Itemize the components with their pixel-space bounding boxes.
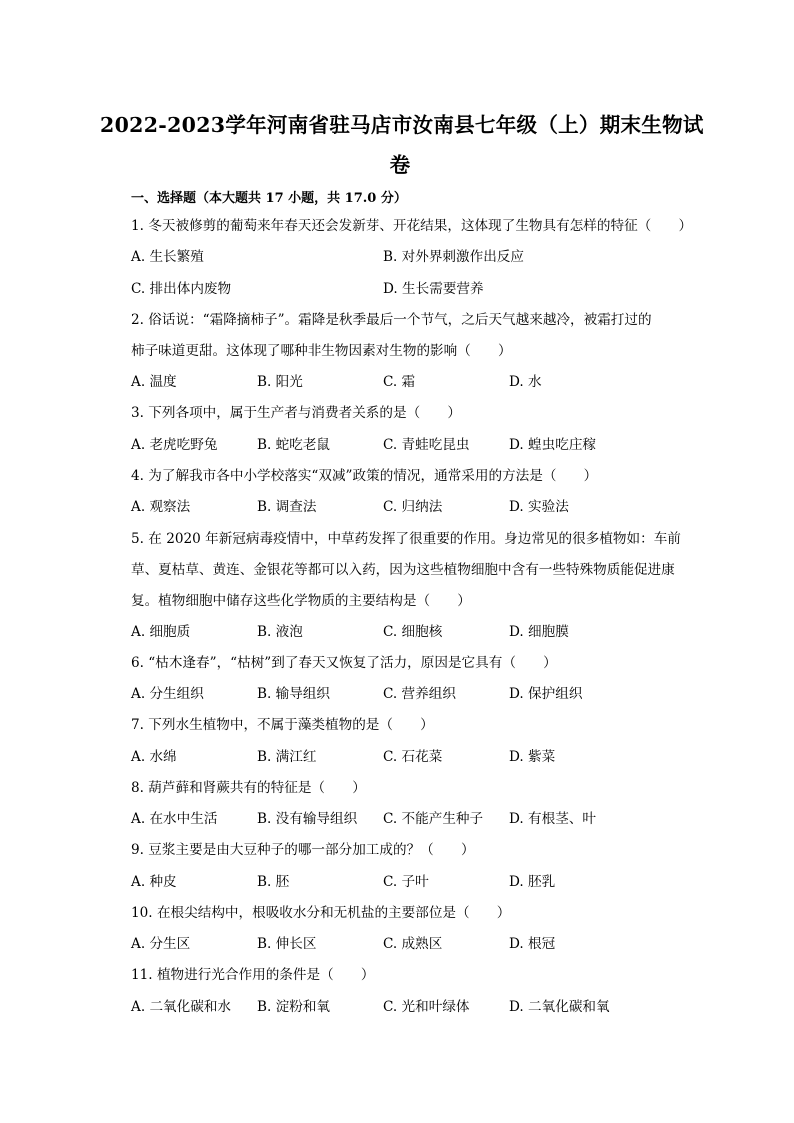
question-11-stem: 11. 植物进行光合作用的条件是（ ） bbox=[131, 967, 375, 983]
question-7-option-a: A. 水绵 bbox=[131, 749, 177, 765]
question-5-option-d: D. 细胞膜 bbox=[509, 624, 569, 640]
question-5-option-a: A. 细胞质 bbox=[131, 624, 191, 640]
question-7-option-d: D. 紫菜 bbox=[509, 749, 556, 765]
question-5-stem-line-1: 5. 在 2020 年新冠病毒疫情中，中草药发挥了很重要的作用。身边常见的很多植物如：车前 bbox=[131, 531, 681, 547]
question-2-option-d: D. 水 bbox=[509, 374, 542, 390]
question-1-option-b: B. 对外界刺激作出反应 bbox=[383, 249, 524, 265]
question-6-stem: 6. “枯木逢春”，“枯树”到了春天又恢复了活力，原因是它具有（ ） bbox=[131, 655, 557, 671]
question-9-option-b: B. 胚 bbox=[257, 874, 290, 890]
question-2-option-c: C. 霜 bbox=[383, 374, 416, 390]
question-5-stem-line-3: 复。植物细胞中储存这些化学物质的主要结构是（ ） bbox=[131, 593, 471, 609]
exam-title-line-2: 卷 bbox=[389, 153, 411, 177]
section-heading: 一、选择题（本大题共 17 小题，共 17.0 分） bbox=[131, 191, 407, 206]
question-6-option-a: A. 分生组织 bbox=[131, 686, 204, 702]
question-9-option-a: A. 种皮 bbox=[131, 874, 177, 890]
question-3-option-b: B. 蛇吃老鼠 bbox=[257, 437, 331, 453]
question-8-option-b: B. 没有输导组织 bbox=[257, 811, 358, 827]
question-2-stem-line-1: 2. 俗话说：“霜降摘柿子”。霜降是秋季最后一个节气，之后天气越来越冷，被霜打过的 bbox=[131, 312, 652, 328]
question-8-option-a: A. 在水中生活 bbox=[131, 811, 218, 827]
question-8-option-d: D. 有根茎、叶 bbox=[509, 811, 597, 827]
question-2-option-a: A. 温度 bbox=[131, 374, 177, 390]
question-6-option-c: C. 营养组织 bbox=[383, 686, 456, 702]
question-1-option-a: A. 生长繁殖 bbox=[131, 249, 204, 265]
question-5-stem-line-2: 草、夏枯草、黄连、金银花等都可以入药，因为这些植物细胞中含有一些特殊物质能促进康 bbox=[131, 562, 675, 578]
question-4-option-c: C. 归纳法 bbox=[383, 499, 443, 515]
question-2-stem-line-2: 柿子味道更甜。这体现了哪种非生物因素对生物的影响（ ） bbox=[131, 343, 512, 359]
question-3-option-a: A. 老虎吃野兔 bbox=[131, 437, 218, 453]
question-10-stem: 10. 在根尖结构中，根吸收水分和无机盐的主要部位是（ ） bbox=[131, 905, 511, 921]
question-7-option-b: B. 满江红 bbox=[257, 749, 317, 765]
question-11-option-b: B. 淀粉和氧 bbox=[257, 999, 331, 1015]
question-5-option-b: B. 液泡 bbox=[257, 624, 303, 640]
question-9-option-d: D. 胚乳 bbox=[509, 874, 556, 890]
question-11-option-a: A. 二氧化碳和水 bbox=[131, 999, 232, 1015]
question-10-option-a: A. 分生区 bbox=[131, 936, 191, 952]
question-8-option-c: C. 不能产生种子 bbox=[383, 811, 484, 827]
question-3-option-c: C. 青蛙吃昆虫 bbox=[383, 437, 470, 453]
question-11-option-d: D. 二氧化碳和氧 bbox=[509, 999, 610, 1015]
question-5-option-c: C. 细胞核 bbox=[383, 624, 443, 640]
question-9-option-c: C. 子叶 bbox=[383, 874, 429, 890]
question-4-option-a: A. 观察法 bbox=[131, 499, 191, 515]
question-6-option-b: B. 输导组织 bbox=[257, 686, 331, 702]
question-10-option-d: D. 根冠 bbox=[509, 936, 556, 952]
question-4-option-b: B. 调查法 bbox=[257, 499, 317, 515]
question-8-stem: 8. 葫芦藓和肾蕨共有的特征是（ ） bbox=[131, 780, 366, 796]
question-4-stem: 4. 为了解我市各中小学校落实“双减”政策的情况，通常采用的方法是（ ） bbox=[131, 468, 598, 484]
question-2-option-b: B. 阳光 bbox=[257, 374, 303, 390]
exam-title-line-1: 2022-2023学年河南省驻马店市汝南县七年级（上）期末生物试 bbox=[100, 113, 704, 137]
question-10-option-b: B. 伸长区 bbox=[257, 936, 317, 952]
question-7-option-c: C. 石花菜 bbox=[383, 749, 443, 765]
question-1-stem: 1. 冬天被修剪的葡萄来年春天还会发新芽、开花结果，这体现了生物具有怎样的特征（ ） bbox=[131, 218, 693, 234]
question-9-stem: 9. 豆浆主要是由大豆种子的哪一部分加工成的？（ ） bbox=[131, 842, 475, 858]
question-1-option-d: D. 生长需要营养 bbox=[383, 281, 484, 297]
question-7-stem: 7. 下列水生植物中，不属于藻类植物的是（ ） bbox=[131, 717, 434, 733]
question-6-option-d: D. 保护组织 bbox=[509, 686, 583, 702]
question-3-option-d: D. 蝗虫吃庄稼 bbox=[509, 437, 597, 453]
question-1-option-c: C. 排出体内废物 bbox=[131, 281, 232, 297]
question-3-stem: 3. 下列各项中，属于生产者与消费者关系的是（ ） bbox=[131, 405, 461, 421]
question-4-option-d: D. 实验法 bbox=[509, 499, 569, 515]
question-11-option-c: C. 光和叶绿体 bbox=[383, 999, 470, 1015]
question-10-option-c: C. 成熟区 bbox=[383, 936, 443, 952]
